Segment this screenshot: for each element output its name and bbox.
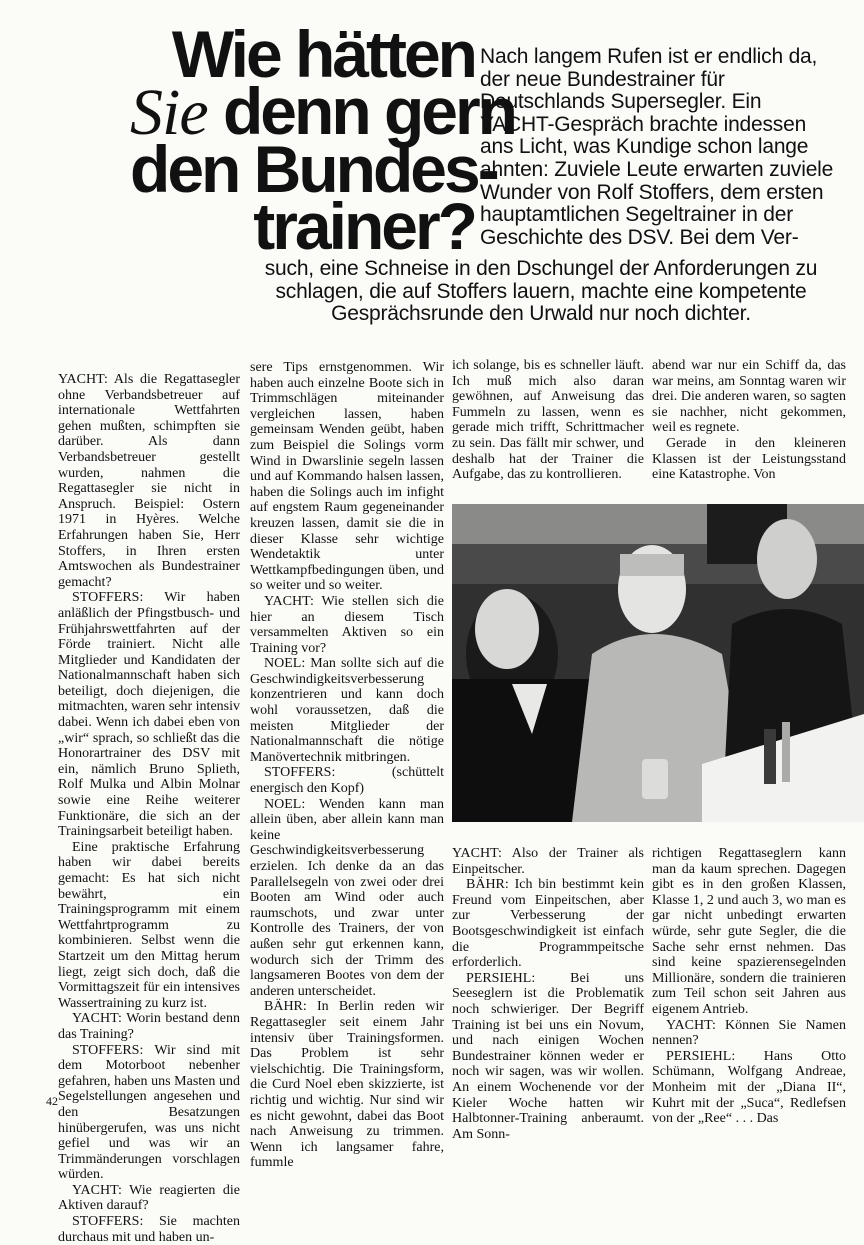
paragraph: YACHT: Können Sie Namen nennen? <box>652 1017 846 1049</box>
paragraph: YACHT: Also der Trainer als Einpeitscher. <box>452 846 644 877</box>
intro-text-part-1: Nach langem Rufen ist er endlich da, der neue Bundestrainer für Deutschlands Supersegler. Ein YACHT-Gespräch brachte indessen ans Licht, was Kundige schon lange ahnten: Zuviele Leute erwarten zuviele Wunder von Rolf Stoffers, dem ersten hauptamtlichen Segeltrainer in der Geschichte des DSV. Bei dem Ver- <box>480 45 834 249</box>
paragraph: STOFFERS: Wir sind mit dem Motorboot nebenher gefahren, haben uns Masten und Segelstellungen angesehen und den Besatzungen hinübergerufen, was uns nicht gefiel und was wir an Trimmänderungen vorschlagen würden. <box>58 1042 240 1183</box>
article-column-1 <box>58 372 240 1245</box>
paragraph: Eine praktische Erfahrung haben wir dabei bereits gemacht: Es hat sich nicht bewährt, ein Trainingsprogramm mit einem Wettfahrtprogramm zu kombinieren. Selbst wenn die Startzeit um den Mittag herum liegt, zeigt sich doch, daß die Vormittagszeit für ein intensives Wassertraining zu kurz ist. <box>58 839 240 1011</box>
paragraph: sere Tips ernstgenommen. Wir haben auch einzelne Boote sich in Trimmschlägen miteinander vergleichen lassen, haben gemeinsam Wenden geübt, haben zum Beispiel die Solings vorm Wind in Dwarslinie segeln lassen und auf Kommando halsen lassen, haben die Solings auch im infight auf engstem Raum gegeneinander kreuzen lassen, damit sie die in dieser Klasse sehr wichtige Wendetaktik unter Wettkampfbedingungen üben, und so weiter und so weiter. <box>250 360 444 594</box>
page-number: 42 <box>46 1094 58 1108</box>
article-column-3-bottom <box>452 846 644 1142</box>
article-column-4-bottom <box>652 846 846 1127</box>
paragraph: richtigen Regattaseglern kann man da kaum sprechen. Dagegen gibt es in den großen Klassen, Klasse 1, 2 und auch 3, wo man es gar nicht unbedingt erwarten würde, sehr gute Segler, die die Sache sehr ernst nehmen. Das sind keine spazierensegelnden Millionäre, sondern die trainieren zum Teil schon seit Jahren aus eigenem Antrieb. <box>652 846 846 1017</box>
paragraph: ich solange, bis es schneller läuft. Ich muß mich also daran gewöhnen, auf Anweisung das Fummeln zu lassen, wenn es gerade mich trifft, Schrittmacher zu sein. Das fällt mir schwer, und deshalb hat der Trainer die Aufgabe, das zu kontrollieren. <box>452 358 644 483</box>
headline <box>130 17 515 263</box>
paragraph: YACHT: Wie stellen sich die hier an diesem Tisch versammelten Aktiven so ein Training vor? <box>250 593 444 656</box>
paragraph: PERSIEHL: Bei uns Seeseglern ist die Problematik noch schwieriger. Der Begriff Training ist bei uns ein Novum, und nach einigen Wochen Bundestrainer können weder er noch wir sagen, was wir wollen. An einem Wochenende vor der Kieler Woche hatten wir Halbtonner-Training anberaumt. Am Sonn- <box>452 970 644 1142</box>
headline-line-4: trainer? <box>253 189 475 263</box>
paragraph: YACHT: Wie reagierten die Aktiven darauf? <box>58 1182 240 1214</box>
intro-text-part-2: such, eine Schneise in den Dschungel der Anforderungen zu schlagen, die auf Stoffers lauern, machte eine kompetente Gesprächsrunde den Urwald nur noch dichter. <box>264 257 818 326</box>
article-column-2 <box>250 360 444 1171</box>
headline-line-2-rest: denn gern <box>207 74 515 148</box>
paragraph: STOFFERS: (schüttelt energisch den Kopf) <box>250 765 444 797</box>
paragraph: BÄHR: Ich bin bestimmt kein Freund vom Einpeitschen, aber zur Verbesserung der Bootsgeschwindigkeit ist einfach die Programmpeitsche erforderlich. <box>452 877 644 971</box>
article-column-3-top <box>452 358 644 483</box>
paragraph: YACHT: Als die Regattasegler ohne Verbandsbetreuer auf internationale Wettfahrten gehen mußten, schimpften sie darüber. Als dann Verbandsbetreuer gestellt wurden, nahmen die Regattasegler sie nicht in Anspruch. Beispiel: Ostern 1971 in Hyères. Welche Erfahrungen haben Sie, Herr Stoffers, in Ihren ersten Amtswochen als Bundestrainer gemacht? <box>58 372 240 590</box>
paragraph: PERSIEHL: Hans Otto Schümann, Wolfgang Andreae, Monheim mit der „Diana II“, Kuhrt mit der „Suca“, Redlefsen von der „Ree“ . . . Das <box>652 1048 846 1127</box>
headline-line-1: Wie hätten <box>171 17 475 91</box>
paragraph: YACHT: Worin bestand denn das Training? <box>58 1011 240 1042</box>
photo-round-table-discussion <box>452 504 864 822</box>
paragraph: BÄHR: In Berlin reden wir Regattasegler seit einem Jahr intensiv über Trainingsformen. Das Problem ist sehr vielschichtig. Die Trainingsform, die Curd Noel eben skizzierte, ist richtig und wichtig. Nur sind wir es nicht gewohnt, dabei das Boot nach Anweisung zu trimmen. Wenn ich langsamer fahre, fummle <box>250 999 444 1171</box>
article-column-4-top <box>652 358 846 483</box>
headline-sie-italic: Sie <box>130 76 208 149</box>
paragraph: abend war nur ein Schiff da, das war meins, am Sonntag waren wir drei. Die anderen waren, so sagten sie nachher, nicht gekommen, weil es regnete. <box>652 358 846 436</box>
paragraph: Gerade in den kleineren Klassen ist der Leistungsstand eine Katastrophe. Von <box>652 435 846 483</box>
paragraph: NOEL: Man sollte sich auf die Geschwindigkeitsverbesserung konzentrieren und kann doch wohl voraussetzen, daß die meisten Mitglieder der Nationalmannschaft die nötige Manövertechnik mitbringen. <box>250 656 444 765</box>
paragraph: NOEL: Wenden kann man allein üben, aber allein kann man keine Geschwindigkeitsverbesserung erzielen. Ich denke da an das Parallelsegeln von zwei oder drei Booten am Wind oder auch raumschots, und zwar unter Kontrolle des Trainers, der von außen sehr gut erkennen kann, wodurch sich der Trimm des langsameren Bootes von dem der anderen unterscheidet. <box>250 796 444 999</box>
headline-line-3: den Bundes- <box>130 132 497 206</box>
paragraph: STOFFERS: Sie machten durchaus mit und haben un- <box>58 1214 240 1245</box>
paragraph: STOFFERS: Wir haben anläßlich der Pfingstbusch- und Frühjahrswettfahrten auf der Förde trainiert. Nicht alle Mitglieder und Kandidaten der Nationalmannschaft haben sich beteiligt, doch diejenigen, die mitmachten, waren sehr intensiv dabei. Wenn ich dabei eben von „wir“ sprach, so schließt das die Honorartrainer des DSV mit ein, nämlich Bruno Splieth, Rolf Mulka und Albin Molnar sowie eine Reihe weiterer Funktionäre, die sich an der Trainingsarbeit beteiligt haben. <box>58 590 240 840</box>
